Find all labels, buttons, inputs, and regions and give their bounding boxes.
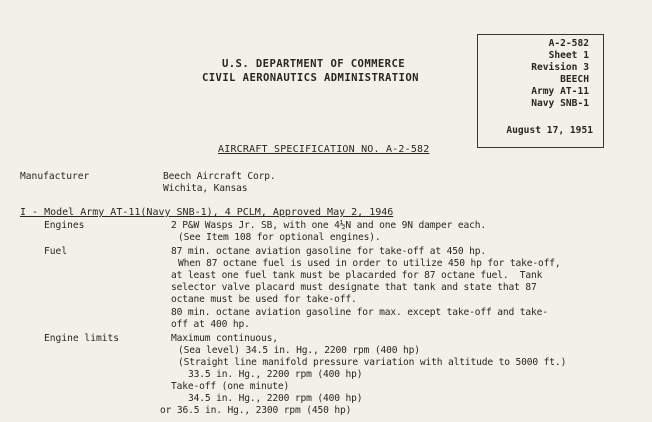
spec-number: A-2-582 — [548, 38, 589, 49]
engine-limits-line: Take-off (one minute) — [171, 381, 290, 392]
revision-number: Revision 3 — [531, 62, 589, 73]
engine-limits-line: or 36.5 in. Hg., 2300 rpm (450 hp) — [160, 405, 352, 416]
fuel-line: off at 400 hp. — [171, 319, 250, 330]
specification-title: AIRCRAFT SPECIFICATION NO. A-2-582 — [218, 144, 430, 155]
manufacturer-location: Wichita, Kansas — [163, 183, 248, 194]
engine-limits-line: (Sea level) 34.5 in. Hg., 2200 rpm (400 hp) — [178, 345, 420, 356]
engines-line: 2 P&W Wasps Jr. SB, with one 4½N and one 9N damper each. — [171, 220, 487, 231]
fuel-line: When 87 octane fuel is used in order to utilize 450 hp for take-off, — [178, 258, 561, 269]
department-heading: U.S. DEPARTMENT OF COMMERCE — [222, 58, 406, 70]
fuel-label: Fuel — [44, 246, 68, 257]
fuel-line: 87 min. octane aviation gasoline for take-off at 450 hp. — [171, 246, 487, 257]
manufacturer-label: Manufacturer — [20, 171, 90, 182]
administration-heading: CIVIL AERONAUTICS ADMINISTRATION — [202, 72, 419, 84]
fuel-line: 80 min. octane aviation gasoline for max. except take-off and take- — [171, 307, 548, 318]
engine-limits-label: Engine limits — [44, 333, 120, 344]
engine-limits-line: 33.5 in. Hg., 2200 rpm (400 hp) — [188, 369, 363, 380]
army-model: Army AT-11 — [531, 86, 589, 97]
engines-line: (See Item 108 for optional engines). — [178, 232, 381, 243]
engines-label: Engines — [44, 220, 85, 231]
fuel-line: octane must be used for take-off. — [171, 294, 357, 305]
navy-model: Navy SNB-1 — [531, 98, 589, 109]
engine-limits-line: 34.5 in. Hg., 2200 rpm (400 hp) — [188, 393, 363, 404]
specification-id-box — [477, 34, 604, 148]
manufacturer-name: Beech Aircraft Corp. — [163, 171, 276, 182]
engine-limits-line: Maximum continuous, — [171, 333, 278, 344]
make: BEECH — [560, 74, 589, 85]
fuel-line: selector valve placard must designate that tank and state that 87 — [171, 282, 537, 293]
fuel-line: at least one fuel tank must be placarded for 87 octane fuel. Tank — [171, 270, 543, 281]
engine-limits-line: (Straight line manifold pressure variation with altitude to 5000 ft.) — [178, 357, 567, 368]
revision-date: August 17, 1951 — [506, 125, 593, 136]
model-heading: I - Model Army AT-11(Navy SNB-1), 4 PCLM, Approved May 2, 1946 — [20, 207, 394, 218]
sheet-number: Sheet 1 — [548, 50, 589, 61]
